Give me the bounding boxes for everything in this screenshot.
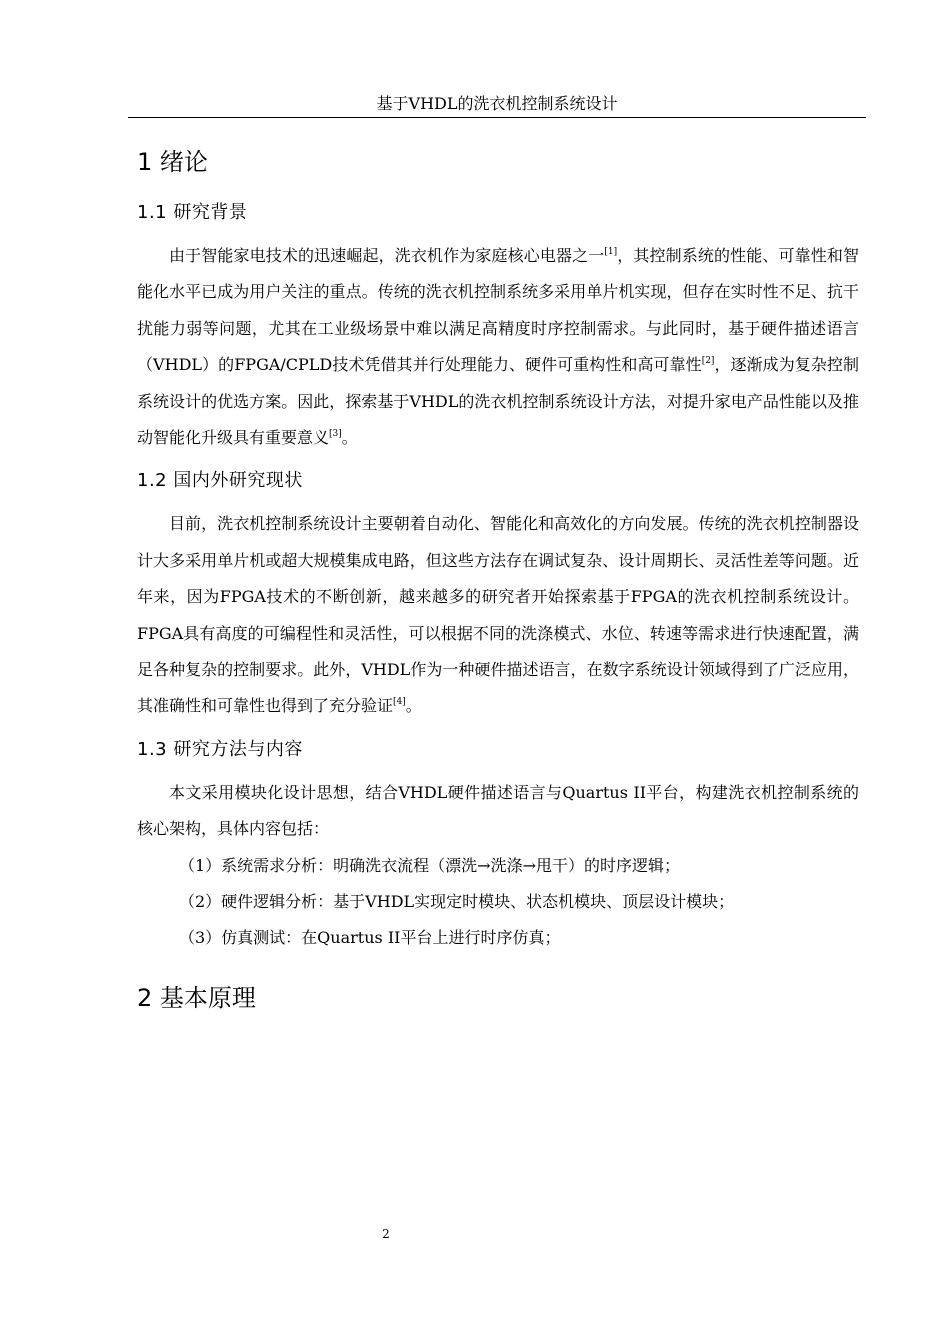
section-1-3-heading: 1.3 研究方法与内容 [137,738,303,760]
section-1-2-paragraph [137,506,859,724]
paragraph-text: ，其控制系统的性能、可靠性和智能化水平已成为用户关注的重点。传统的洗衣机控制系统多采用单片机实现，但存在实时性不足、抗干扰能力弱等问题，尤其在工业级场景中难以满足高精度时序控制需求。与此同时，基于硬件描述语言（VHDL）的FPGA/CPLD技术凭借其并行处理能力、硬件可重构性和高可靠性 [137,246,859,375]
list-item: （1）系统需求分析：明确洗衣流程（漂洗→洗涤→甩干）的时序逻辑； [179,855,680,875]
list-item: （2）硬件逻辑分析：基于VHDL实现定时模块、状态机模块、顶层设计模块； [179,891,735,911]
section-1-1-paragraph [137,238,859,456]
paragraph-text: ，逐渐成为复杂控制系统设计的优选方案。因此，探索基于VHDL的洗衣机控制系统设计方法，对提升家电产品性能以及推动智能化升级具有重要意义 [137,355,859,448]
chapter-1-heading: 1 绪论 [137,148,208,176]
section-1-2-heading: 1.2 国内外研究现状 [137,470,303,492]
paragraph-text: 目前，洗衣机控制系统设计主要朝着自动化、智能化和高效化的方向发展。传统的洗衣机控制器设计大多采用单片机或超大规模集成电路，但这些方法存在调试复杂、设计周期长、灵活性差等问题。近年来，因为FPGA技术的不断创新，越来越多的研究者开始探索基于FPGA的洗衣机控制系统设计。FPGA具有高度的可编程性和灵活性，可以根据不同的洗涤模式、水位、转速等需求进行快速配置，满足各种复杂的控制要求。此外，VHDL作为一种硬件描述语言，在数字系统设计领域得到了广泛应用，其准确性和可靠性也得到了充分验证 [137,514,859,716]
citation: [3] [329,429,342,440]
header-rule [128,117,866,118]
page-number: 2 [382,1227,390,1241]
section-1-1-heading: 1.1 研究背景 [137,202,248,223]
chapter-2-heading: 2 基本原理 [137,983,256,1012]
list-item: （3）仿真测试：在Quartus II平台上进行时序仿真； [179,927,561,947]
citation: [4] [393,697,406,708]
section-1-3-intro: 本文采用模块化设计思想，结合VHDL硬件描述语言与Quartus II平台，构建洗衣机控制系统的核心架构，具体内容包括： [137,782,859,839]
running-header: 基于VHDL的洗衣机控制系统设计 [376,94,618,113]
paragraph-text: 由于智能家电技术的迅速崛起，洗衣机作为家庭核心电器之一 [169,246,605,265]
paragraph-text: 。 [341,428,358,448]
paragraph-text: 。 [405,696,422,716]
page-content [137,140,859,1034]
citation: [2] [701,356,715,367]
citation: [1] [604,247,618,257]
